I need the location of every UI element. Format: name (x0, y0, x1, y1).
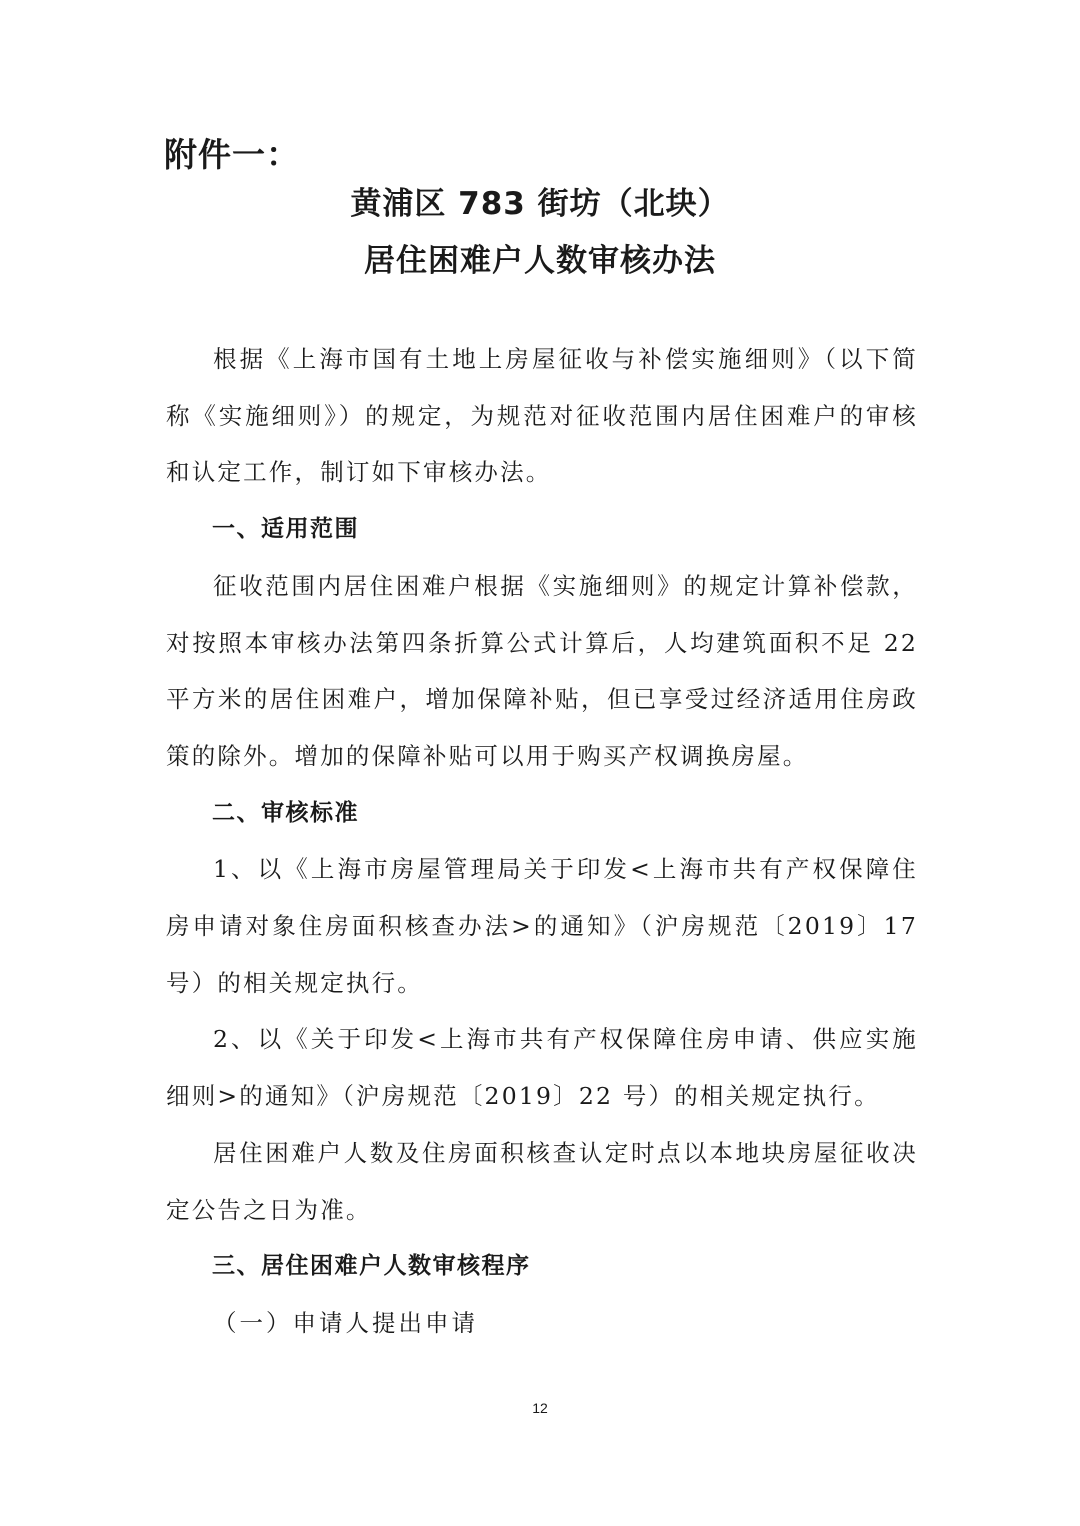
page-number: 12 (532, 1400, 548, 1416)
standards-item-1: 1、以《上海市房屋管理局关于印发<上海市共有产权保障住房申请对象住房面积核查办法>的通知》（沪房规范〔2019〕17 号）的相关规定执行。 (166, 855, 918, 997)
section-heading-procedure: 三、居住困难户人数审核程序 (212, 1253, 531, 1280)
standards-item-2: 2、以《关于印发<上海市共有产权保障住房申请、供应实施细则>的通知》（沪房规范〔2019〕22 号）的相关规定执行。 (166, 1025, 918, 1111)
attachment-label: 附件一： (164, 135, 300, 174)
document-body (166, 331, 918, 1352)
scope-paragraph: 征收范围内居住困难户根据《实施细则》的规定计算补偿款，对按照本审核办法第四条折算公式计算后，人均建筑面积不足 22 平方米的居住困难户，增加保障补贴，但已享受过经济适用住房政策的除外。增加的保障补贴可以用于购买产权调换房屋。 (166, 571, 918, 770)
subsection-heading-application: （一）申请人提出申请 (213, 1308, 478, 1337)
document-title-line2: 居住困难户人数审核办法 (364, 243, 716, 279)
intro-paragraph: 根据《上海市国有土地上房屋征收与补偿实施细则》（以下简称《实施细则》）的规定，为规范对征收范围内居住困难户的审核和认定工作，制订如下审核办法。 (166, 345, 918, 487)
section-heading-scope: 一、适用范围 (212, 516, 359, 543)
standards-paragraph-timepoint: 居住困难户人数及住房面积核查认定时点以本地块房屋征收决定公告之日为准。 (166, 1138, 918, 1224)
document-title-line1: 黄浦区 783 街坊（北块） (350, 186, 730, 222)
section-heading-standards: 二、审核标准 (212, 799, 359, 826)
